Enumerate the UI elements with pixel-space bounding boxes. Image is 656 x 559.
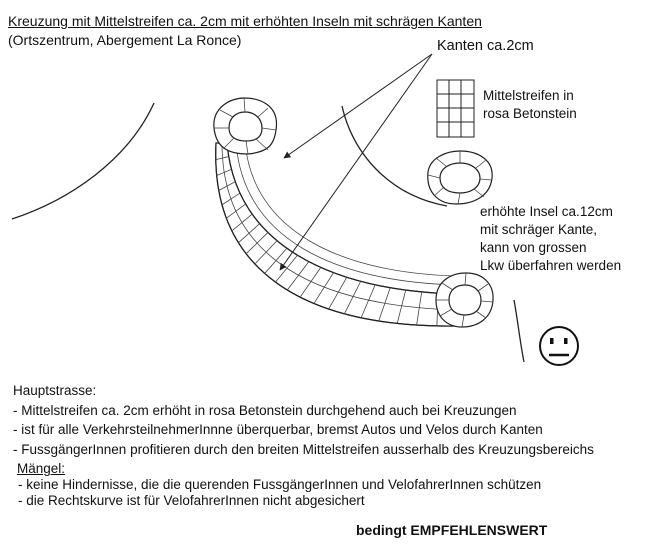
island-label-line-2: mit schräger Kante, [480,222,598,237]
island-label-line-4: Lkw überfahren werden [480,258,622,273]
page-title: Kreuzung mit Mittelstreifen ca. 2cm mit erhöhten Inseln mit schrägen Kanten [8,13,482,29]
island-label-line-1: erhöhte Insel ca.12cm [480,204,613,219]
left-road-curb [12,103,154,219]
median-strip [216,143,458,326]
defects-heading: Mängel: [17,461,66,477]
lower-right-road-curb [514,300,524,362]
verdict: bedingt EMPFEHLENSWERT [356,522,548,538]
notes-section [13,381,635,509]
median-label-line-2: rosa Betonstein [483,106,577,121]
note-point: - Mittelstreifen ca. 2cm erhöht in rosa Betonstein durchgehend auch bei Kreuzungen [13,402,517,418]
lower-island [436,273,493,327]
neutral-face-icon [540,327,578,365]
median-label-line-1: Mittelstreifen in [483,88,574,103]
edges-label: Kanten ca.2cm [437,38,534,54]
arrow-to-lower-edge [280,54,432,270]
note-point: - ist für alle VerkehrsteilnehmerInnne überquerbar, bremst Autos und Velos durch Kanten [13,422,543,438]
upper-island [214,98,277,154]
defect-point: - die Rechtskurve ist für VelofahrerInnen nicht abgesichert [18,493,365,509]
arrow-to-upper-edge [284,54,432,158]
note-point: - FussgängerInnen profitieren durch den breiten Mittelstreifen ausserhalb des Kreuzungsbereichs [13,441,594,457]
location-subtitle: (Ortszentrum, Abergement La Ronce) [8,32,242,48]
paving-stone-sample [437,80,474,137]
island-label-line-3: kann von grossen [480,240,587,255]
defect-point: - keine Hindernisse, die die querenden FussgängerInnen und VelofahrerInnen schützen [18,477,542,493]
notes-heading: Hauptstrasse: [13,383,97,398]
right-island [428,151,492,204]
